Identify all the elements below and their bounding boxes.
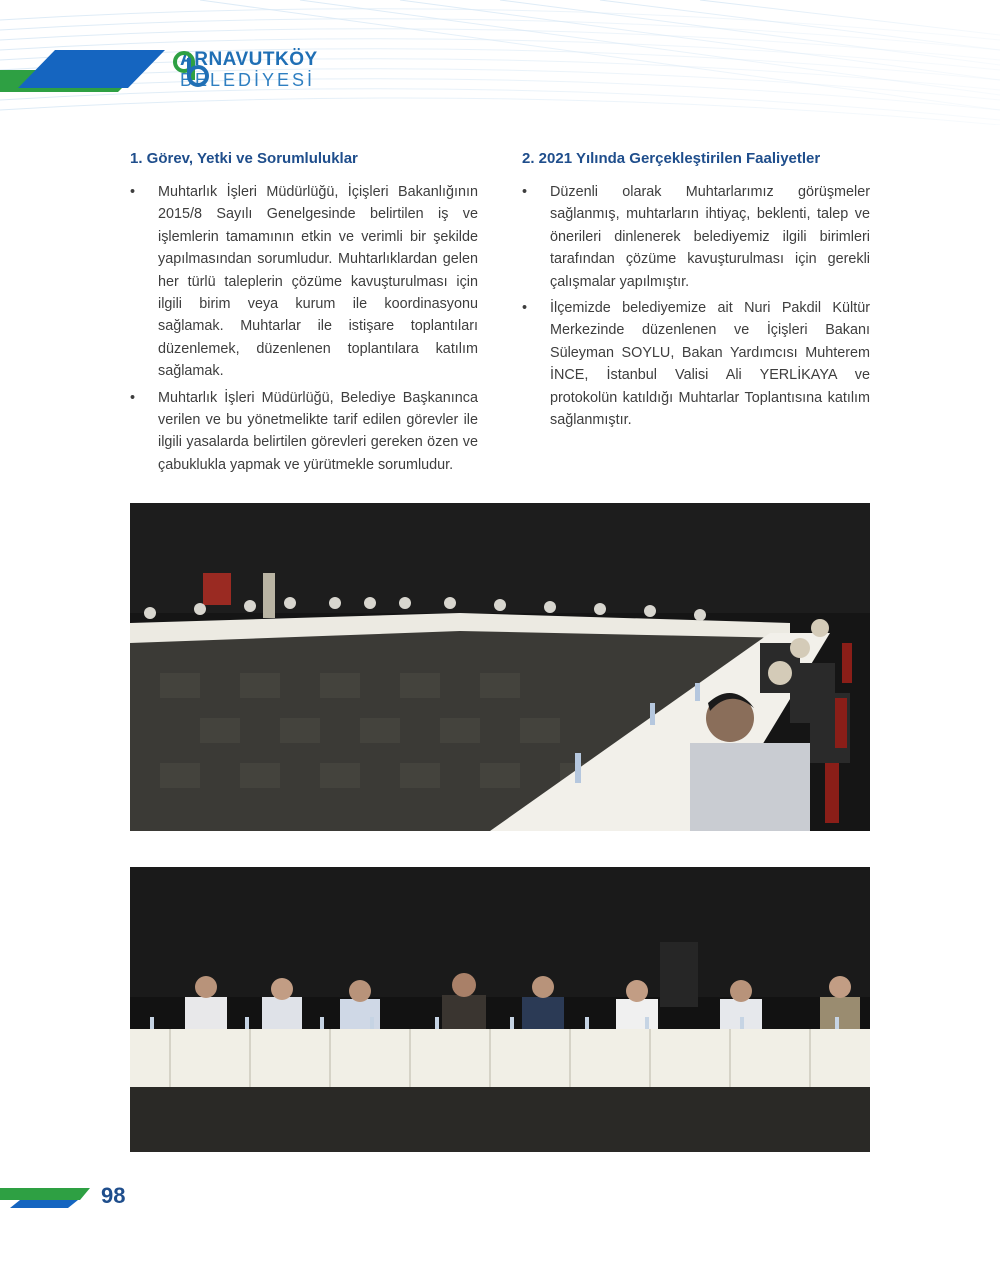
right-column — [522, 150, 870, 435]
list-item — [130, 181, 478, 383]
page-number: 98 — [101, 1183, 126, 1208]
page-header — [0, 0, 1000, 125]
logo-icon — [172, 50, 210, 88]
bullet-glyph: • — [522, 300, 528, 317]
logo-line2: BELEDİYESİ — [180, 70, 316, 90]
left-heading: 1. Görev, Yetki ve Sorumluluklar — [130, 150, 358, 167]
list-item-text: Muhtarlık İşleri Müdürlüğü, Belediye Başkanınca verilen ve bu yönetmelikte tarif edilen görevler ile ilgili yasalarda belirtilen görevleri gereken özen ve çabuklukla yapmak ve yürütmekle sorumludur. — [158, 389, 478, 473]
header-decoration — [0, 0, 1000, 125]
list-item — [130, 387, 478, 477]
municipality-logo — [172, 50, 318, 89]
bullet-glyph: • — [130, 389, 136, 406]
right-heading: 2. 2021 Yılında Gerçekleştirilen Faaliyetler — [522, 150, 821, 167]
right-bullet-list — [522, 181, 870, 431]
footer-decoration — [0, 1180, 300, 1220]
meeting-photo-2 — [130, 867, 870, 1152]
header-blue-stripe — [18, 50, 165, 88]
meeting-photo-1 — [130, 503, 870, 831]
left-bullet-list — [130, 181, 478, 476]
list-item-text: İlçemizde belediyemize ait Nuri Pakdil Kültür Merkezinde düzenlenen ve İçişleri Bakanı Süleyman SOYLU, Bakan Yardımcısı Muhterem İNCE, İstanbul Valisi Ali YERLİKAYA ve protokolün katıldığı Muhtarlar Toplantısına katılım sağlanmıştır. — [550, 300, 870, 429]
list-item-text: Düzenli olarak Muhtarlarımız görüşmeler sağlanmış, muhtarların ihtiyaç, beklenti, talep ve önerileri dinlenerek belediyemiz ilgili birimleri tarafından çözüme kavuşturulması için gerekli çalışmalar yapılmıştır. — [550, 184, 870, 290]
logo-line1: ARNAVUTKÖY — [180, 49, 318, 70]
bullet-glyph: • — [130, 184, 136, 200]
list-item-text: Muhtarlık İşleri Müdürlüğü, İçişleri Bakanlığının 2015/8 Sayılı Genelgesinde belirtilen iş ve işlemlerin tamamının etkin ve verimli bir şekilde yapılmasından sorumludur. Muhtarlıklardan gelen her türlü taleplerin çözüme kavuşturulması için ilgili birim veya kurum ile koordinasyonu sağlamak. Muhtarlar ile istişare toplantıları düzenlemek, düzenlenen toplantılara katılım sağlamak. — [158, 184, 478, 380]
list-item — [522, 297, 870, 431]
bullet-glyph: • — [522, 184, 528, 200]
left-column — [130, 150, 478, 480]
list-item — [522, 181, 870, 293]
